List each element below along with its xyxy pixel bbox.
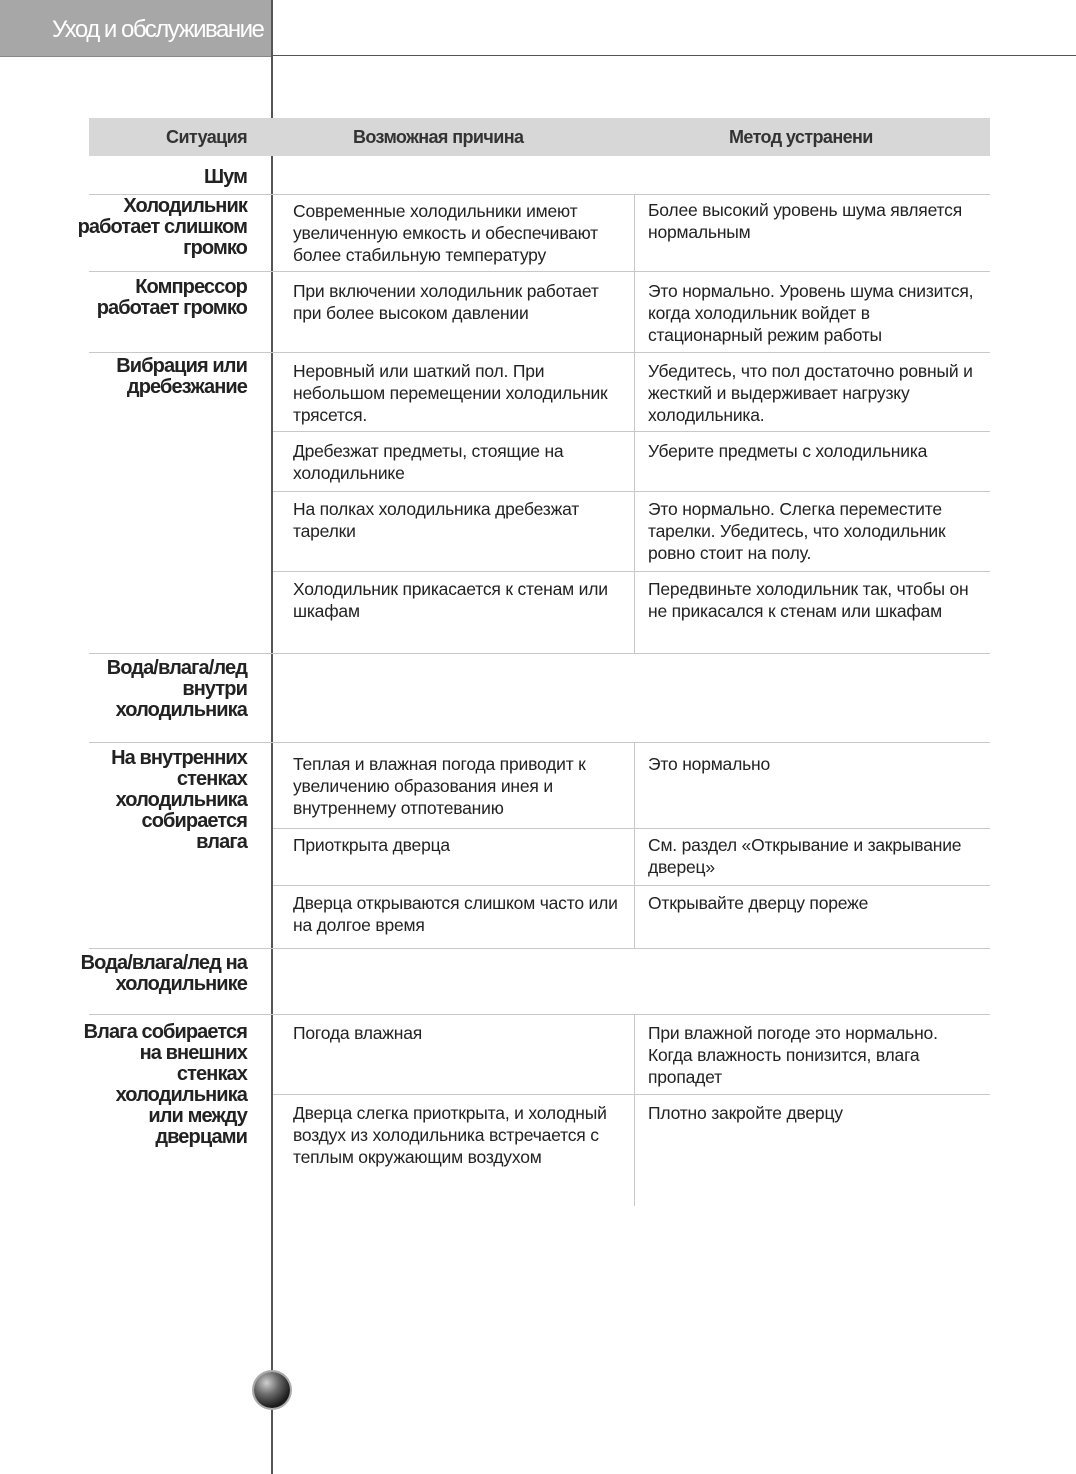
fix-cell: Плотно закройте дверцу: [648, 1103, 843, 1123]
row-divider: [273, 491, 990, 492]
fix-cell: Это нормально: [648, 754, 771, 774]
fix-cell: Уберите предметы с холодильника: [648, 441, 928, 461]
row-divider: [89, 271, 990, 272]
cause-cell: Дверца открываются слишком часто или на долгое время: [293, 893, 618, 935]
row-divider: [89, 352, 990, 353]
header-cause: Возможная причина: [353, 127, 524, 147]
row-divider: [89, 948, 990, 949]
fix-cell: Это нормально. Слегка переместите тарелки. Убедитесь, что холодильник ровно стоит на полу.: [648, 499, 946, 563]
fix-cell: Открывайте дверцу пореже: [648, 893, 869, 913]
situation-vibration: Вибрация или дребезжание: [116, 355, 247, 398]
situation-water-inside: Вода/влага/лед внутри холодильника: [106, 657, 247, 721]
page-vertical-rule: [271, 0, 273, 1474]
cause-cell: Погода влажная: [293, 1023, 423, 1043]
row-divider: [273, 431, 990, 432]
situation-outer-moisture: Влага собирается на внешних стенках холодильника или между дверцами: [83, 1021, 247, 1148]
cause-cell: Дребезжат предметы, стоящие на холодильнике: [293, 441, 564, 483]
fix-cell: Это нормально. Уровень шума снизится, когда холодильник войдет в стационарный режим работы: [648, 281, 974, 345]
situation-inner-moisture: На внутренних стенках холодильника собирается влага: [111, 747, 247, 853]
table-header: [89, 118, 990, 156]
fix-cell: Передвиньте холодильник так, чтобы он не прикасался к стенам или шкафам: [648, 579, 969, 621]
section-header-tab: [0, 0, 271, 57]
cause-cell: На полках холодильника дребезжат тарелки: [293, 499, 580, 541]
header-fix: Метод устранени: [729, 127, 873, 147]
cause-cell: Холодильник прикасается к стенам или шкафам: [293, 579, 608, 621]
column-divider: [634, 1014, 635, 1206]
row-divider: [273, 571, 990, 572]
fix-cell: При влажной погоде это нормально. Когда влажность понизится, влага пропадет: [648, 1023, 938, 1087]
cause-cell: Современные холодильники имеют увеличенную емкость и обеспечивают более стабильную температуру: [293, 201, 598, 265]
row-divider: [273, 885, 990, 886]
column-divider: [634, 194, 635, 653]
situation-noise: Шум: [203, 166, 247, 188]
row-divider: [89, 1014, 990, 1015]
row-divider: [89, 742, 990, 743]
row-divider: [89, 653, 990, 654]
section-title: Уход и обслуживание: [52, 16, 264, 43]
situation-water-outside: Вода/влага/лед на холодильнике: [80, 952, 247, 995]
cause-cell: Приоткрыта дверца: [293, 835, 450, 855]
situation-loud-compressor: Компрессор работает громко: [96, 276, 247, 319]
cause-cell: Дверца слегка приоткрыта, и холодный воздух из холодильника встречается с теплым окружающим воздухом: [293, 1103, 607, 1167]
row-divider: [273, 828, 990, 829]
column-divider: [634, 742, 635, 948]
cause-cell: При включении холодильник работает при более высоком давлении: [293, 281, 599, 323]
situation-loud-fridge: Холодильник работает слишком громко: [77, 195, 247, 259]
fix-cell: См. раздел «Открывание и закрывание дверец»: [648, 835, 962, 877]
fix-cell: Убедитесь, что пол достаточно ровный и жесткий и выдерживает нагрузку холодильника.: [648, 361, 973, 425]
page-marker-icon: [254, 1372, 290, 1408]
header-rule: [271, 55, 1076, 56]
row-divider: [273, 1094, 990, 1095]
fix-cell: Более высокий уровень шума является нормальным: [648, 200, 962, 242]
cause-cell: Неровный или шаткий пол. При небольшом перемещении холодильник трясется.: [293, 361, 608, 425]
cause-cell: Теплая и влажная погода приводит к увеличению образования инея и внутреннему отпотеванию: [293, 754, 586, 818]
header-situation: Ситуация: [166, 127, 247, 147]
